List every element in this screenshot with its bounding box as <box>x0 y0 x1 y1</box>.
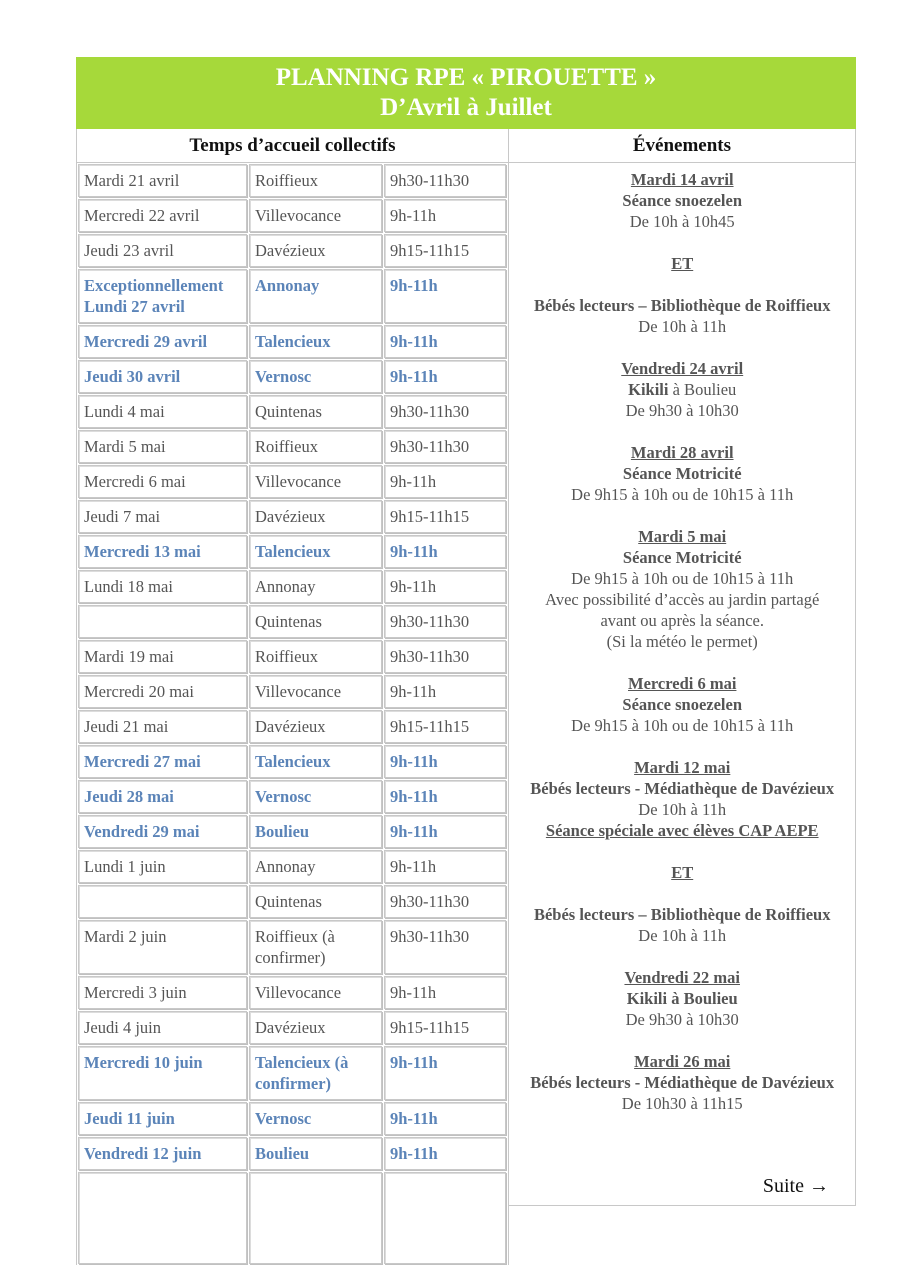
table-row <box>77 604 508 639</box>
place-cell: Roiffieux <box>249 164 382 197</box>
event-line: Mardi 14 avril <box>630 170 734 189</box>
page-title: PLANNING RPE « PIROUETTE » <box>275 64 657 91</box>
date-cell: Mercredi 3 juin <box>78 976 247 1009</box>
column-headings <box>76 129 856 163</box>
time-cell: 9h-11h <box>384 976 506 1009</box>
date-cell: Mercredi 6 mai <box>78 465 247 498</box>
table-row <box>77 464 508 499</box>
event-block <box>509 967 855 1030</box>
time-cell <box>384 1172 506 1264</box>
place-cell: Davézieux <box>249 710 382 743</box>
time-cell: 9h-11h <box>384 269 506 323</box>
time-cell: 9h-11h <box>384 1046 506 1100</box>
place-cell: Annonay <box>249 269 382 323</box>
event-block <box>509 295 855 337</box>
time-cell: 9h-11h <box>384 199 506 232</box>
place-cell: Vernosc <box>249 360 382 393</box>
event-line: ET <box>671 863 694 882</box>
event-line: Séance Motricité <box>622 464 742 483</box>
schedule-table <box>76 163 509 1265</box>
event-line: De 9h15 à 10h ou de 10h15 à 11h <box>571 485 794 504</box>
place-cell: Roiffieux (à confirmer) <box>249 920 382 974</box>
suite-link[interactable]: Suite → <box>762 1175 829 1197</box>
place-cell: Villevocance <box>249 675 382 708</box>
table-row <box>77 674 508 709</box>
table-row <box>77 1136 508 1171</box>
event-line: De 10h30 à 11h15 <box>621 1094 743 1113</box>
table-row <box>77 1171 508 1265</box>
event-line: Bébés lecteurs - Médiathèque de Davézieux <box>530 1073 835 1092</box>
event-line: Bébés lecteurs - Médiathèque de Davézieux <box>530 779 835 798</box>
table-row <box>77 975 508 1010</box>
event-line: Vendredi 22 mai <box>624 968 740 987</box>
table-row <box>77 198 508 233</box>
date-cell: Jeudi 23 avril <box>78 234 247 267</box>
place-cell: Boulieu <box>249 1137 382 1170</box>
events-heading: Événements <box>509 129 856 162</box>
date-cell: Mercredi 20 mai <box>78 675 247 708</box>
event-block <box>509 442 855 505</box>
time-cell: 9h-11h <box>384 780 506 813</box>
event-line: De 10h à 11h <box>638 926 727 945</box>
place-cell: Talencieux <box>249 535 382 568</box>
event-line: Mardi 5 mai <box>638 527 727 546</box>
planning-sheet <box>76 57 856 1265</box>
time-cell: 9h-11h <box>384 465 506 498</box>
table-row <box>77 163 508 198</box>
time-cell: 9h15-11h15 <box>384 710 506 743</box>
planning-body <box>76 163 856 1265</box>
place-cell: Villevocance <box>249 465 382 498</box>
place-cell: Davézieux <box>249 500 382 533</box>
title-banner <box>76 57 856 129</box>
time-cell: 9h-11h <box>384 570 506 603</box>
date-cell <box>78 885 247 918</box>
date-cell: Mercredi 22 avril <box>78 199 247 232</box>
event-line: De 10h à 10h45 <box>629 212 735 231</box>
table-row <box>77 1101 508 1136</box>
date-cell: Jeudi 11 juin <box>78 1102 247 1135</box>
place-cell: Villevocance <box>249 199 382 232</box>
time-cell: 9h-11h <box>384 850 506 883</box>
table-row <box>77 324 508 359</box>
time-cell: 9h30-11h30 <box>384 920 506 974</box>
place-cell: Quintenas <box>249 395 382 428</box>
table-row <box>77 1045 508 1101</box>
date-cell: Jeudi 7 mai <box>78 500 247 533</box>
time-cell: 9h-11h <box>384 815 506 848</box>
time-cell: 9h15-11h15 <box>384 1011 506 1044</box>
event-line: Vendredi 24 avril <box>621 359 744 378</box>
date-cell: Mardi 5 mai <box>78 430 247 463</box>
date-cell: Mercredi 13 mai <box>78 535 247 568</box>
date-cell: Vendredi 29 mai <box>78 815 247 848</box>
date-cell: Lundi 1 juin <box>78 850 247 883</box>
event-line: De 9h15 à 10h ou de 10h15 à 11h <box>571 716 794 735</box>
table-row <box>77 359 508 394</box>
event-line: Mardi 28 avril <box>630 443 734 462</box>
table-row <box>77 268 508 324</box>
page-subtitle: D’Avril à Juillet <box>380 94 552 121</box>
date-cell: Exceptionnellement Lundi 27 avril <box>78 269 247 323</box>
event-line: Séance snoezelen <box>622 695 743 714</box>
time-cell: 9h30-11h30 <box>384 640 506 673</box>
event-block <box>509 169 855 232</box>
event-line: De 10h à 11h <box>638 800 727 819</box>
place-cell: Annonay <box>249 570 382 603</box>
date-cell: Mercredi 27 mai <box>78 745 247 778</box>
time-cell: 9h30-11h30 <box>384 885 506 918</box>
table-row <box>77 1010 508 1045</box>
event-block <box>509 757 855 841</box>
event-line: Mercredi 6 mai <box>628 674 737 693</box>
place-cell <box>249 1172 382 1264</box>
event-line: (Si la météo le permet) <box>606 632 758 651</box>
place-cell: Roiffieux <box>249 640 382 673</box>
event-line: ET <box>671 254 694 273</box>
table-row <box>77 884 508 919</box>
time-cell: 9h30-11h30 <box>384 430 506 463</box>
event-line: Séance Motricité <box>622 548 742 567</box>
date-cell: Mardi 19 mai <box>78 640 247 673</box>
event-line: avant ou après la séance. <box>600 611 764 630</box>
time-cell: 9h-11h <box>384 535 506 568</box>
date-cell <box>78 605 247 638</box>
date-cell: Jeudi 30 avril <box>78 360 247 393</box>
table-row <box>77 394 508 429</box>
place-cell: Villevocance <box>249 976 382 1009</box>
time-cell: 9h-11h <box>384 1137 506 1170</box>
event-line: De 10h à 11h <box>638 317 727 336</box>
table-row <box>77 919 508 975</box>
event-line: Avec possibilité d’accès au jardin partagé <box>545 590 820 609</box>
place-cell: Talencieux <box>249 745 382 778</box>
event-line: De 9h30 à 10h30 <box>625 401 739 420</box>
schedule-heading: Temps d’accueil collectifs <box>76 129 509 162</box>
event-line: Séance spéciale avec élèves CAP AEPE <box>545 821 819 840</box>
place-cell: Vernosc <box>249 780 382 813</box>
date-cell: Mercredi 29 avril <box>78 325 247 358</box>
table-row <box>77 744 508 779</box>
table-row <box>77 814 508 849</box>
event-line: Séance snoezelen <box>622 191 743 210</box>
date-cell: Jeudi 4 juin <box>78 1011 247 1044</box>
event-block <box>509 253 855 274</box>
event-line: Mardi 26 mai <box>634 1052 731 1071</box>
table-row <box>77 849 508 884</box>
event-line: Bébés lecteurs – Bibliothèque de Roiffieux <box>533 905 831 924</box>
time-cell: 9h-11h <box>384 1102 506 1135</box>
event-block <box>509 673 855 736</box>
place-cell: Davézieux <box>249 1011 382 1044</box>
time-cell: 9h-11h <box>384 745 506 778</box>
place-cell: Boulieu <box>249 815 382 848</box>
time-cell: 9h30-11h30 <box>384 164 506 197</box>
table-row <box>77 429 508 464</box>
events-list <box>509 169 855 1114</box>
event-block <box>509 904 855 946</box>
table-row <box>77 499 508 534</box>
date-cell: Jeudi 21 mai <box>78 710 247 743</box>
date-cell: Vendredi 12 juin <box>78 1137 247 1170</box>
event-block <box>509 526 855 652</box>
time-cell: 9h-11h <box>384 360 506 393</box>
time-cell: 9h15-11h15 <box>384 234 506 267</box>
event-block <box>509 1051 855 1114</box>
table-row <box>77 779 508 814</box>
event-line: Kikili à Boulieu <box>628 380 737 399</box>
time-cell: 9h15-11h15 <box>384 500 506 533</box>
place-cell: Davézieux <box>249 234 382 267</box>
time-cell: 9h-11h <box>384 675 506 708</box>
table-row <box>77 233 508 268</box>
events-column <box>509 163 856 1206</box>
date-cell: Mardi 21 avril <box>78 164 247 197</box>
date-cell: Mardi 2 juin <box>78 920 247 974</box>
table-row <box>77 639 508 674</box>
event-line: Kikili à Boulieu <box>626 989 738 1008</box>
table-row <box>77 534 508 569</box>
table-row <box>77 569 508 604</box>
date-cell <box>78 1172 247 1264</box>
event-block <box>509 358 855 421</box>
date-cell: Jeudi 28 mai <box>78 780 247 813</box>
place-cell: Talencieux <box>249 325 382 358</box>
place-cell: Quintenas <box>249 605 382 638</box>
event-line: Mardi 12 mai <box>634 758 731 777</box>
date-cell: Mercredi 10 juin <box>78 1046 247 1100</box>
place-cell: Talencieux (à confirmer) <box>249 1046 382 1100</box>
place-cell: Vernosc <box>249 1102 382 1135</box>
time-cell: 9h-11h <box>384 325 506 358</box>
date-cell: Lundi 18 mai <box>78 570 247 603</box>
place-cell: Quintenas <box>249 885 382 918</box>
event-line: De 9h30 à 10h30 <box>625 1010 739 1029</box>
time-cell: 9h30-11h30 <box>384 605 506 638</box>
table-row <box>77 709 508 744</box>
event-block <box>509 862 855 883</box>
event-line: Bébés lecteurs – Bibliothèque de Roiffieux <box>533 296 831 315</box>
place-cell: Annonay <box>249 850 382 883</box>
time-cell: 9h30-11h30 <box>384 395 506 428</box>
place-cell: Roiffieux <box>249 430 382 463</box>
event-line: De 9h15 à 10h ou de 10h15 à 11h <box>571 569 794 588</box>
date-cell: Lundi 4 mai <box>78 395 247 428</box>
